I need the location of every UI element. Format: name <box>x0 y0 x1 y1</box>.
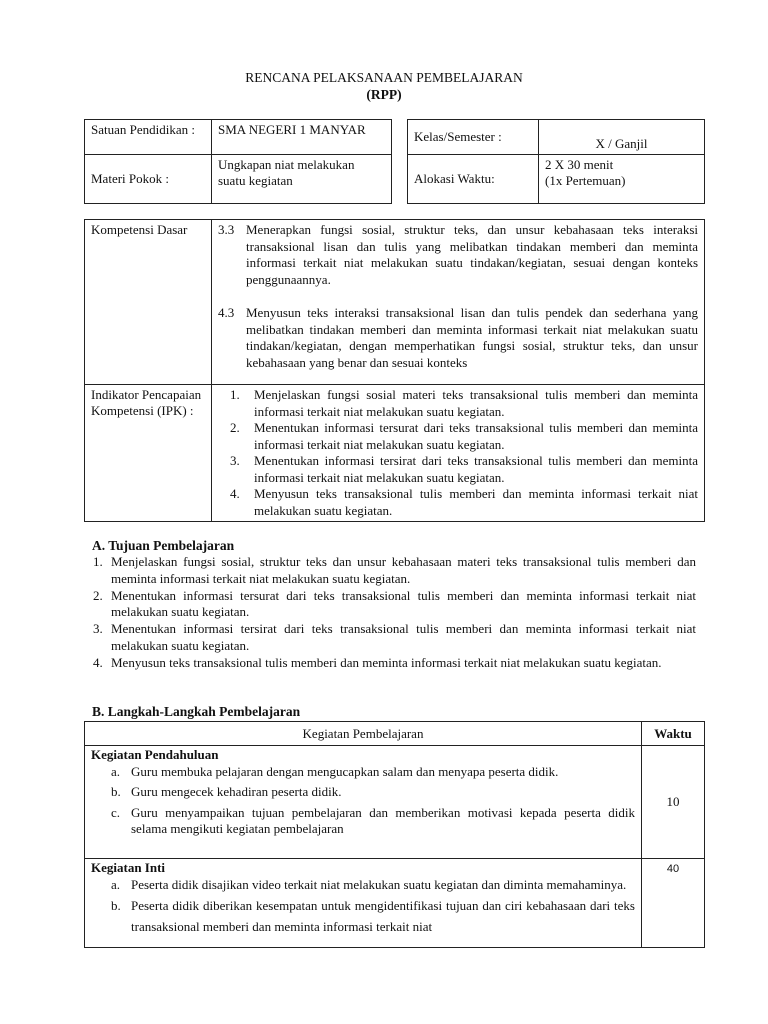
pendahuluan-list <box>91 762 635 837</box>
kd-content <box>212 220 705 385</box>
ipk-item <box>218 453 698 486</box>
ipk-item-text: Menyusun teks transaksional tulis memberi dan meminta informasi terkait niat melakukan suatu kegiatan. <box>254 486 698 518</box>
tujuan-item <box>80 621 696 655</box>
satuan-label: Satuan Pendidikan : <box>85 120 212 155</box>
identity-table-left <box>84 119 392 204</box>
kd-item-number: 3.3 <box>218 222 235 237</box>
kelas-value: X / Ganjil <box>539 120 705 155</box>
kd-item-text: Menyusun teks interaksi transaksional lisan dan tulis pendek dan sederhana yang melibatkan tindakan memberi dan meminta informasi terkait niat melakukan suatu tindakan/kegiatan, dengan memperhatikan fungsi sosial, struktur teks, dan unsur kebahasaan yang benar dan sesuai konteks <box>246 305 698 370</box>
pendahuluan-cell <box>85 746 642 859</box>
langkah-heading: B. Langkah-Langkah Pembelajaran <box>92 704 301 719</box>
pendahuluan-title: Kegiatan Pendahuluan <box>91 747 219 762</box>
ipk-item-number: 3. <box>230 453 240 468</box>
ipk-item-number: 1. <box>230 387 240 402</box>
inti-item-text: Peserta didik disajikan video terkait niat melakukan suatu kegiatan dan diminta memahaminya. <box>131 877 627 892</box>
ipk-item <box>218 420 698 453</box>
tujuan-item-text: Menjelaskan fungsi sosial, struktur teks dan unsur kebahasaan materi teks transaksional tulis memberi dan meminta informasi terkait niat melakukan suatu kegiatan. <box>111 554 696 586</box>
tujuan-item-text: Menyusun teks transaksional tulis memberi dan meminta informasi terkait niat melakukan suatu kegiatan. <box>111 654 662 670</box>
pendahuluan-item-text: Guru menyampaikan tujuan pembelajaran dan memberikan motivasi kepada peserta didik selama mengikuti kegiatan pembelajaran <box>131 805 635 836</box>
ipk-item-number: 4. <box>230 486 240 501</box>
inti-waktu: 40 <box>642 859 705 948</box>
inti-item-text: Peserta didik diberikan kesempatan untuk mengidentifikasi tujuan dan ciri kebahasaan dari teks transaksional memberi dan meminta informasi terkait niat <box>131 898 635 934</box>
pendahuluan-item-letter: b. <box>111 784 121 799</box>
satuan-value: SMA NEGERI 1 MANYAR <box>212 120 392 155</box>
col-kegiatan-header: Kegiatan Pembelajaran <box>85 722 642 746</box>
tujuan-heading: A. Tujuan Pembelajaran <box>92 538 235 553</box>
inti-item-letter: a. <box>111 877 121 892</box>
inti-item <box>91 877 635 893</box>
ipk-item-number: 2. <box>230 420 240 435</box>
tujuan-item-text: Menentukan informasi tersurat dari teks transaksional tulis memberi dan meminta informasi terkait niat melakukan suatu kegiatan. <box>111 587 696 620</box>
inti-item-letter: b. <box>111 898 121 913</box>
pendahuluan-item-letter: c. <box>111 805 121 820</box>
ipk-item-text: Menentukan informasi tersirat dari teks transaksional tulis memberi dan meminta informasi terkait niat melakukan suatu kegiatan. <box>254 453 698 485</box>
kd-item-number: 4.3 <box>218 305 235 320</box>
tujuan-list <box>80 554 696 672</box>
tujuan-item <box>80 588 696 622</box>
kompetensi-table <box>84 219 705 522</box>
pendahuluan-item <box>91 782 635 802</box>
kd-item-text: Menerapkan fungsi sosial, struktur teks, dan unsur kebahasaan teks interaksi transaksional lisan dan tulis yang melibatkan tindakan memberi dan meminta informasi terkait niat melakukan suatu tindakan/kegiatan, sesuai dengan konteks penggunaannya. <box>246 222 698 287</box>
col-waktu-header: Waktu <box>642 722 705 746</box>
inti-item <box>91 895 635 937</box>
materi-value: Ungkapan niat melakukan suatu kegiatan <box>212 155 392 204</box>
tujuan-item <box>80 655 696 672</box>
tujuan-item-number: 2. <box>93 587 103 603</box>
document-subtitle: (RPP) <box>366 87 402 102</box>
ipk-item <box>218 486 698 519</box>
kd-item <box>218 222 698 288</box>
pendahuluan-waktu: 10 <box>642 746 705 859</box>
inti-title: Kegiatan Inti <box>91 860 166 875</box>
ipk-item <box>218 387 698 420</box>
kd-label: Kompetensi Dasar <box>85 220 212 385</box>
ipk-label: Indikator Pencapaian Kompetensi (IPK) : <box>85 385 212 522</box>
identity-table-right <box>407 119 705 204</box>
inti-list <box>91 877 635 937</box>
tujuan-item-number: 1. <box>93 554 103 569</box>
tujuan-item-text: Menentukan informasi tersirat dari teks transaksional tulis memberi dan meminta informasi terkait niat melakukan suatu kegiatan. <box>111 621 696 653</box>
pendahuluan-item-text: Guru membuka pelajaran dengan mengucapkan salam dan menyapa peserta didik. <box>131 764 559 779</box>
kelas-label: Kelas/Semester : <box>408 120 539 155</box>
inti-cell <box>85 859 642 948</box>
ipk-list <box>218 387 698 519</box>
tujuan-item-number: 3. <box>93 621 103 637</box>
pendahuluan-item-text: Guru mengecek kehadiran peserta didik. <box>131 784 342 799</box>
ipk-item-text: Menentukan informasi tersurat dari teks transaksional tulis memberi dan meminta informasi terkait niat melakukan suatu kegiatan. <box>254 420 698 452</box>
tujuan-item-number: 4. <box>93 654 103 670</box>
ipk-content <box>212 385 705 522</box>
alokasi-value <box>539 155 705 204</box>
pendahuluan-item-letter: a. <box>111 764 121 779</box>
langkah-table <box>84 721 705 948</box>
ipk-item-text: Menjelaskan fungsi sosial materi teks transaksional tulis memberi dan meminta informasi terkait niat melakukan suatu kegiatan. <box>254 387 698 419</box>
materi-label: Materi Pokok : <box>85 155 212 204</box>
pendahuluan-item <box>91 805 635 837</box>
pendahuluan-item <box>91 762 635 782</box>
tujuan-item <box>80 554 696 588</box>
kd-item <box>218 305 698 371</box>
alokasi-value-line2: (1x Pertemuan) <box>545 173 626 188</box>
document-title: RENCANA PELAKSANAAN PEMBELAJARAN <box>245 70 523 85</box>
alokasi-label: Alokasi Waktu: <box>408 155 539 204</box>
alokasi-value-line1: 2 X 30 menit <box>545 157 614 172</box>
